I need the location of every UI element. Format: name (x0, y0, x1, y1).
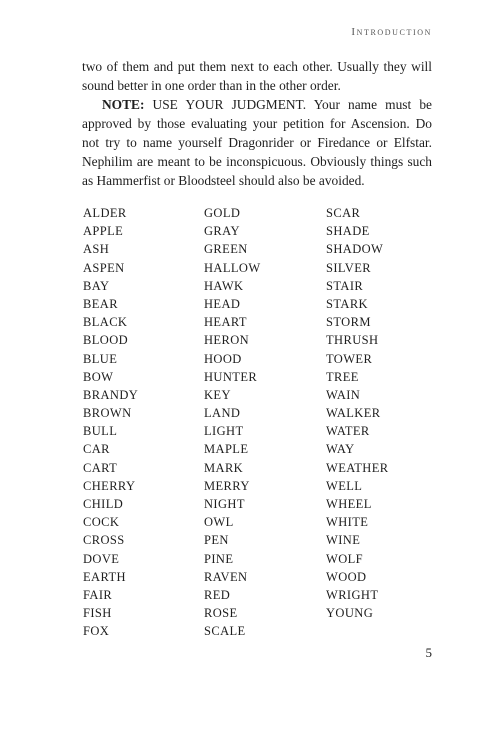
word-list-item: BOW (83, 369, 114, 384)
word-list-item: HUNTER (204, 369, 258, 384)
word-list-item: BLUE (83, 351, 118, 366)
word-list-item: HOOD (204, 351, 242, 366)
word-list-item: CROSS (83, 533, 125, 548)
word-list-item: FAIR (83, 587, 113, 602)
word-list-item: WHITE (326, 515, 369, 530)
word-list-item: WEATHER (326, 460, 389, 475)
word-list-item: ASH (83, 242, 110, 257)
word-list-item: WINE (326, 533, 361, 548)
word-list-item: BROWN (83, 406, 132, 421)
running-head: Introduction (351, 26, 432, 38)
word-column-1 (83, 204, 138, 641)
word-list-item: SCALE (204, 624, 246, 639)
word-list-item: CAR (83, 442, 110, 457)
word-list-item: GREEN (204, 242, 248, 257)
word-list-item: BLACK (83, 315, 128, 330)
word-list-item: SCAR (326, 206, 361, 220)
word-list-item: SHADOW (326, 242, 384, 257)
word-list-item: DOVE (83, 551, 120, 566)
word-list-item: WELL (326, 478, 363, 493)
word-list-item: OWL (204, 515, 234, 530)
page-number: 5 (425, 645, 432, 660)
word-list-item: COCK (83, 515, 120, 530)
word-list-item: RAVEN (204, 569, 248, 584)
word-list-item: GOLD (204, 206, 241, 220)
word-list-item: WALKER (326, 406, 381, 421)
word-list-item: CHILD (83, 497, 124, 511)
word-list-item: WHEEL (326, 497, 372, 511)
word-list-item: MARK (204, 460, 244, 475)
word-list-item: STORM (326, 315, 371, 330)
note-label: NOTE: (102, 97, 145, 112)
word-list-item: STAIR (326, 278, 364, 293)
name-word-list (83, 204, 413, 644)
word-list-item: BLOOD (83, 333, 129, 348)
word-list-item: FISH (83, 606, 112, 621)
word-list-item: LIGHT (204, 424, 244, 439)
word-list-item: CART (83, 460, 118, 475)
word-list-item: CHERRY (83, 478, 136, 493)
word-list-item: HERON (204, 333, 250, 348)
note-emphasis: USE YOUR JUDGMENT. (144, 97, 307, 112)
word-list-item: HALLOW (204, 260, 261, 275)
word-list-item: EARTH (83, 569, 126, 584)
paragraph-continuation: two of them and put them next to each other. Usually they will sound better in one order than in the other order. (82, 59, 432, 93)
word-list-item: BEAR (83, 296, 118, 311)
word-list-item: WAIN (326, 387, 361, 402)
word-list-item: APPLE (83, 224, 124, 239)
word-list-item: PINE (204, 551, 234, 566)
word-list-item: HAWK (204, 278, 244, 293)
word-list-item: KEY (204, 387, 231, 402)
word-list-item: WOLF (326, 551, 364, 566)
word-list-item: WRIGHT (326, 587, 379, 602)
word-list-item: MAPLE (204, 442, 249, 457)
word-list-item: HEAD (204, 296, 241, 311)
note-paragraph (82, 95, 432, 190)
word-list-item: GRAY (204, 224, 240, 239)
word-list-item: STARK (326, 296, 368, 311)
word-list-item: BULL (83, 424, 118, 439)
word-list-item: BRANDY (83, 387, 139, 402)
word-list-item: PEN (204, 533, 229, 548)
note-body: Your name must be approved by those evaluating your petition for Ascension. Do not try to name yourself Dragonrider or Firedance or Elfstar. Nephilim are meant to be inconspicuous. Obviously things such as Hammerfist or Bloodsteel should also be avoided. (82, 97, 432, 188)
word-list-item: TOWER (326, 351, 373, 366)
word-list-item: WAY (326, 442, 355, 457)
word-list-item: BAY (83, 278, 110, 293)
word-column-3 (326, 204, 389, 622)
word-list-item: HEART (204, 315, 247, 330)
word-list-item: RED (204, 587, 231, 602)
word-list-item: THRUSH (326, 333, 379, 348)
word-column-2 (204, 204, 261, 641)
word-list-item: ROSE (204, 606, 238, 621)
word-list-item: SHADE (326, 224, 370, 239)
word-list-item: YOUNG (326, 606, 374, 621)
word-list-item: NIGHT (204, 497, 245, 511)
word-list-item: LAND (204, 406, 241, 421)
word-list-item: SILVER (326, 260, 372, 275)
word-list-item: MERRY (204, 478, 250, 493)
word-list-item: ASPEN (83, 260, 125, 275)
word-list-item: FOX (83, 624, 110, 639)
word-list-item: ALDER (83, 206, 127, 220)
word-list-item: TREE (326, 369, 359, 384)
word-list-item: WATER (326, 424, 370, 439)
body-text (82, 57, 432, 190)
word-list-item: WOOD (326, 569, 367, 584)
